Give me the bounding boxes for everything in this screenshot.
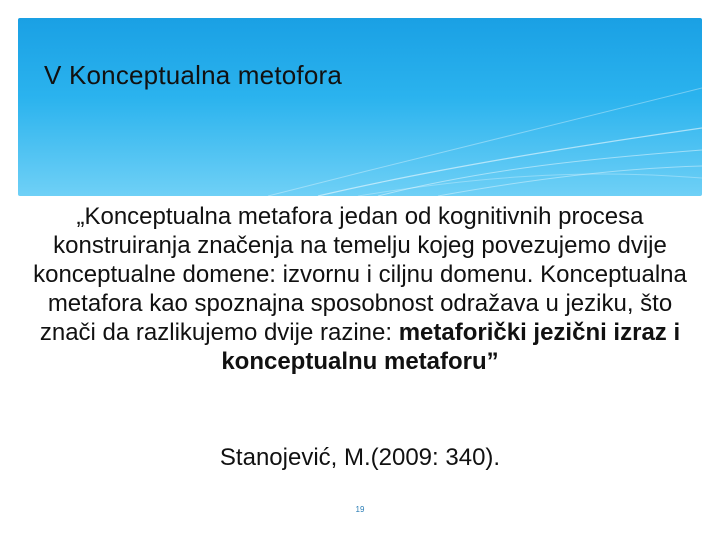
quote-text xyxy=(30,202,690,376)
citation: Stanojević, M.(2009: 340). xyxy=(219,444,501,471)
quote-regular-text: „Konceptualna metafora jedan od kognitivnih procesa konstruiranja značenja na temelju kojeg povezujemo dvije konceptualne domene: izvornu i ciljnu domenu. Konceptualna metafora kao spoznajna sposobnost odražava u jeziku, što znači da razlikujemo dvije razine: xyxy=(33,203,687,346)
header-band xyxy=(18,18,702,196)
page-number: 19 xyxy=(355,505,365,514)
decorative-swoosh-lines xyxy=(18,18,702,196)
slide-title: V Konceptualna metofora xyxy=(44,60,343,90)
quote-bold-text: metaforički jezični izraz i konceptualnu metaforu” xyxy=(221,319,681,375)
